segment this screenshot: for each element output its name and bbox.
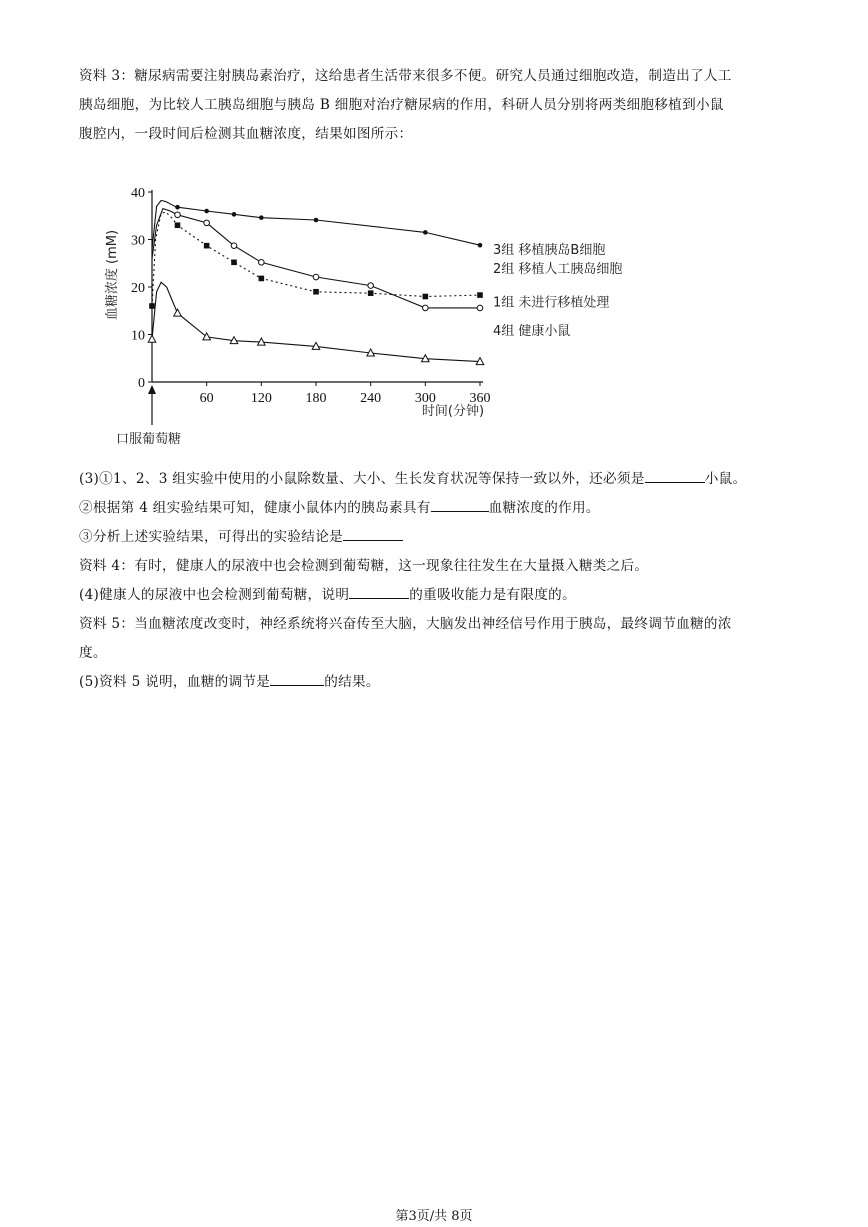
series-label: 4组 健康小鼠 xyxy=(493,323,571,339)
data-point xyxy=(259,215,264,220)
y-tick-label: 20 xyxy=(131,281,145,296)
answer-blank[interactable] xyxy=(343,526,403,541)
data-point xyxy=(175,212,181,218)
arrow-up-icon xyxy=(148,385,156,425)
data-point xyxy=(231,260,237,266)
data-point xyxy=(478,243,483,248)
material-5-line: 度。 xyxy=(79,645,107,661)
data-point xyxy=(231,243,237,249)
page-footer: 第3页/共 8页 xyxy=(395,1209,473,1224)
data-point xyxy=(313,289,319,295)
glucose-annotation: 口服葡萄糖 xyxy=(116,432,182,447)
series-labels xyxy=(493,242,622,339)
material-3-paragraph xyxy=(79,62,794,149)
material-4: 资料 4：有时，健康人的尿液中也会检测到葡萄糖，这一现象往往发生在大量摄入糖类之后。 xyxy=(79,558,649,574)
y-axis-label: 血糖浓度 (mM) xyxy=(105,229,120,321)
question-4: (4)健康人的尿液中也会检测到葡萄糖，说明 的重吸收能力是有限度的。 xyxy=(79,581,794,610)
data-point xyxy=(423,305,429,311)
question-3-part-1: (3)①1、2、3 组实验中使用的小鼠除数量、大小、生长发育状况等保持一致以外，还必须是 小鼠。 xyxy=(79,465,794,494)
data-point xyxy=(148,335,156,342)
series-2 xyxy=(149,212,483,309)
data-point xyxy=(204,243,210,249)
material-5-line: 资料 5：当血糖浓度改变时，神经系统将兴奋传至大脑，大脑发出神经信号作用于胰岛，最终调节血糖的浓 xyxy=(79,616,732,632)
x-tick-label: 180 xyxy=(305,391,327,406)
data-point xyxy=(149,303,155,309)
answer-blank[interactable] xyxy=(349,584,409,599)
data-point xyxy=(313,274,319,280)
y-tick-label: 0 xyxy=(138,376,145,391)
y-ticks xyxy=(131,186,152,391)
text-line: 资料 3：糖尿病需要注射胰岛素治疗，这给患者生活带来很多不便。研究人员通过细胞改造，制造出了人工 xyxy=(79,68,732,84)
x-tick-label: 360 xyxy=(469,391,491,406)
x-tick-label: 60 xyxy=(199,391,214,406)
x-ticks xyxy=(200,382,491,406)
series-3 xyxy=(152,209,483,311)
x-tick-label: 240 xyxy=(360,391,382,406)
data-point xyxy=(477,292,483,298)
data-point xyxy=(423,294,429,300)
answer-blank[interactable] xyxy=(645,468,705,483)
data-point xyxy=(175,205,180,210)
data-point xyxy=(423,230,428,235)
data-point xyxy=(368,283,374,289)
data-point xyxy=(477,305,483,311)
y-tick-label: 10 xyxy=(131,328,145,344)
series-label: 3组 移植胰岛B细胞 xyxy=(493,243,606,258)
data-point xyxy=(259,276,265,282)
data-point xyxy=(204,220,210,226)
answer-blank[interactable] xyxy=(270,671,324,686)
data-point xyxy=(368,290,374,296)
series-label: 2组 移植人工胰岛细胞 xyxy=(493,262,623,277)
question-3-part-3: ③分析上述实验结果，可得出的实验结论是 xyxy=(79,523,794,552)
series-4 xyxy=(148,282,484,364)
series-label: 1组 未进行移植处理 xyxy=(493,295,610,311)
x-tick-label: 120 xyxy=(250,391,272,406)
x-tick-label: 300 xyxy=(414,391,436,406)
data-point xyxy=(175,222,181,228)
data-point xyxy=(174,309,182,316)
text-line: 胰岛细胞，为比较人工胰岛细胞与胰岛 B 细胞对治疗糖尿病的作用，科研人员分别将两类细胞移植到小鼠 xyxy=(79,97,724,113)
data-point xyxy=(232,212,237,217)
data-point xyxy=(259,260,265,266)
text-line: 腹腔内，一段时间后检测其血糖浓度，结果如图所示： xyxy=(79,126,413,142)
series-layer xyxy=(148,201,484,365)
x-axis-label: 时间(分钟) xyxy=(421,404,485,419)
data-point xyxy=(203,333,211,340)
y-tick-label: 30 xyxy=(131,233,145,249)
blood-glucose-chart xyxy=(95,175,655,450)
y-tick-label: 40 xyxy=(131,186,145,201)
question-3 xyxy=(79,465,794,697)
question-5: (5)资料 5 说明，血糖的调节是 的结果。 xyxy=(79,668,794,697)
series-line xyxy=(152,201,480,250)
answer-blank[interactable] xyxy=(431,497,489,512)
data-point xyxy=(204,209,209,214)
question-3-part-2: ②根据第 4 组实验结果可知，健康小鼠体内的胰岛素具有 血糖浓度的作用。 xyxy=(79,494,794,523)
data-point xyxy=(314,218,319,223)
